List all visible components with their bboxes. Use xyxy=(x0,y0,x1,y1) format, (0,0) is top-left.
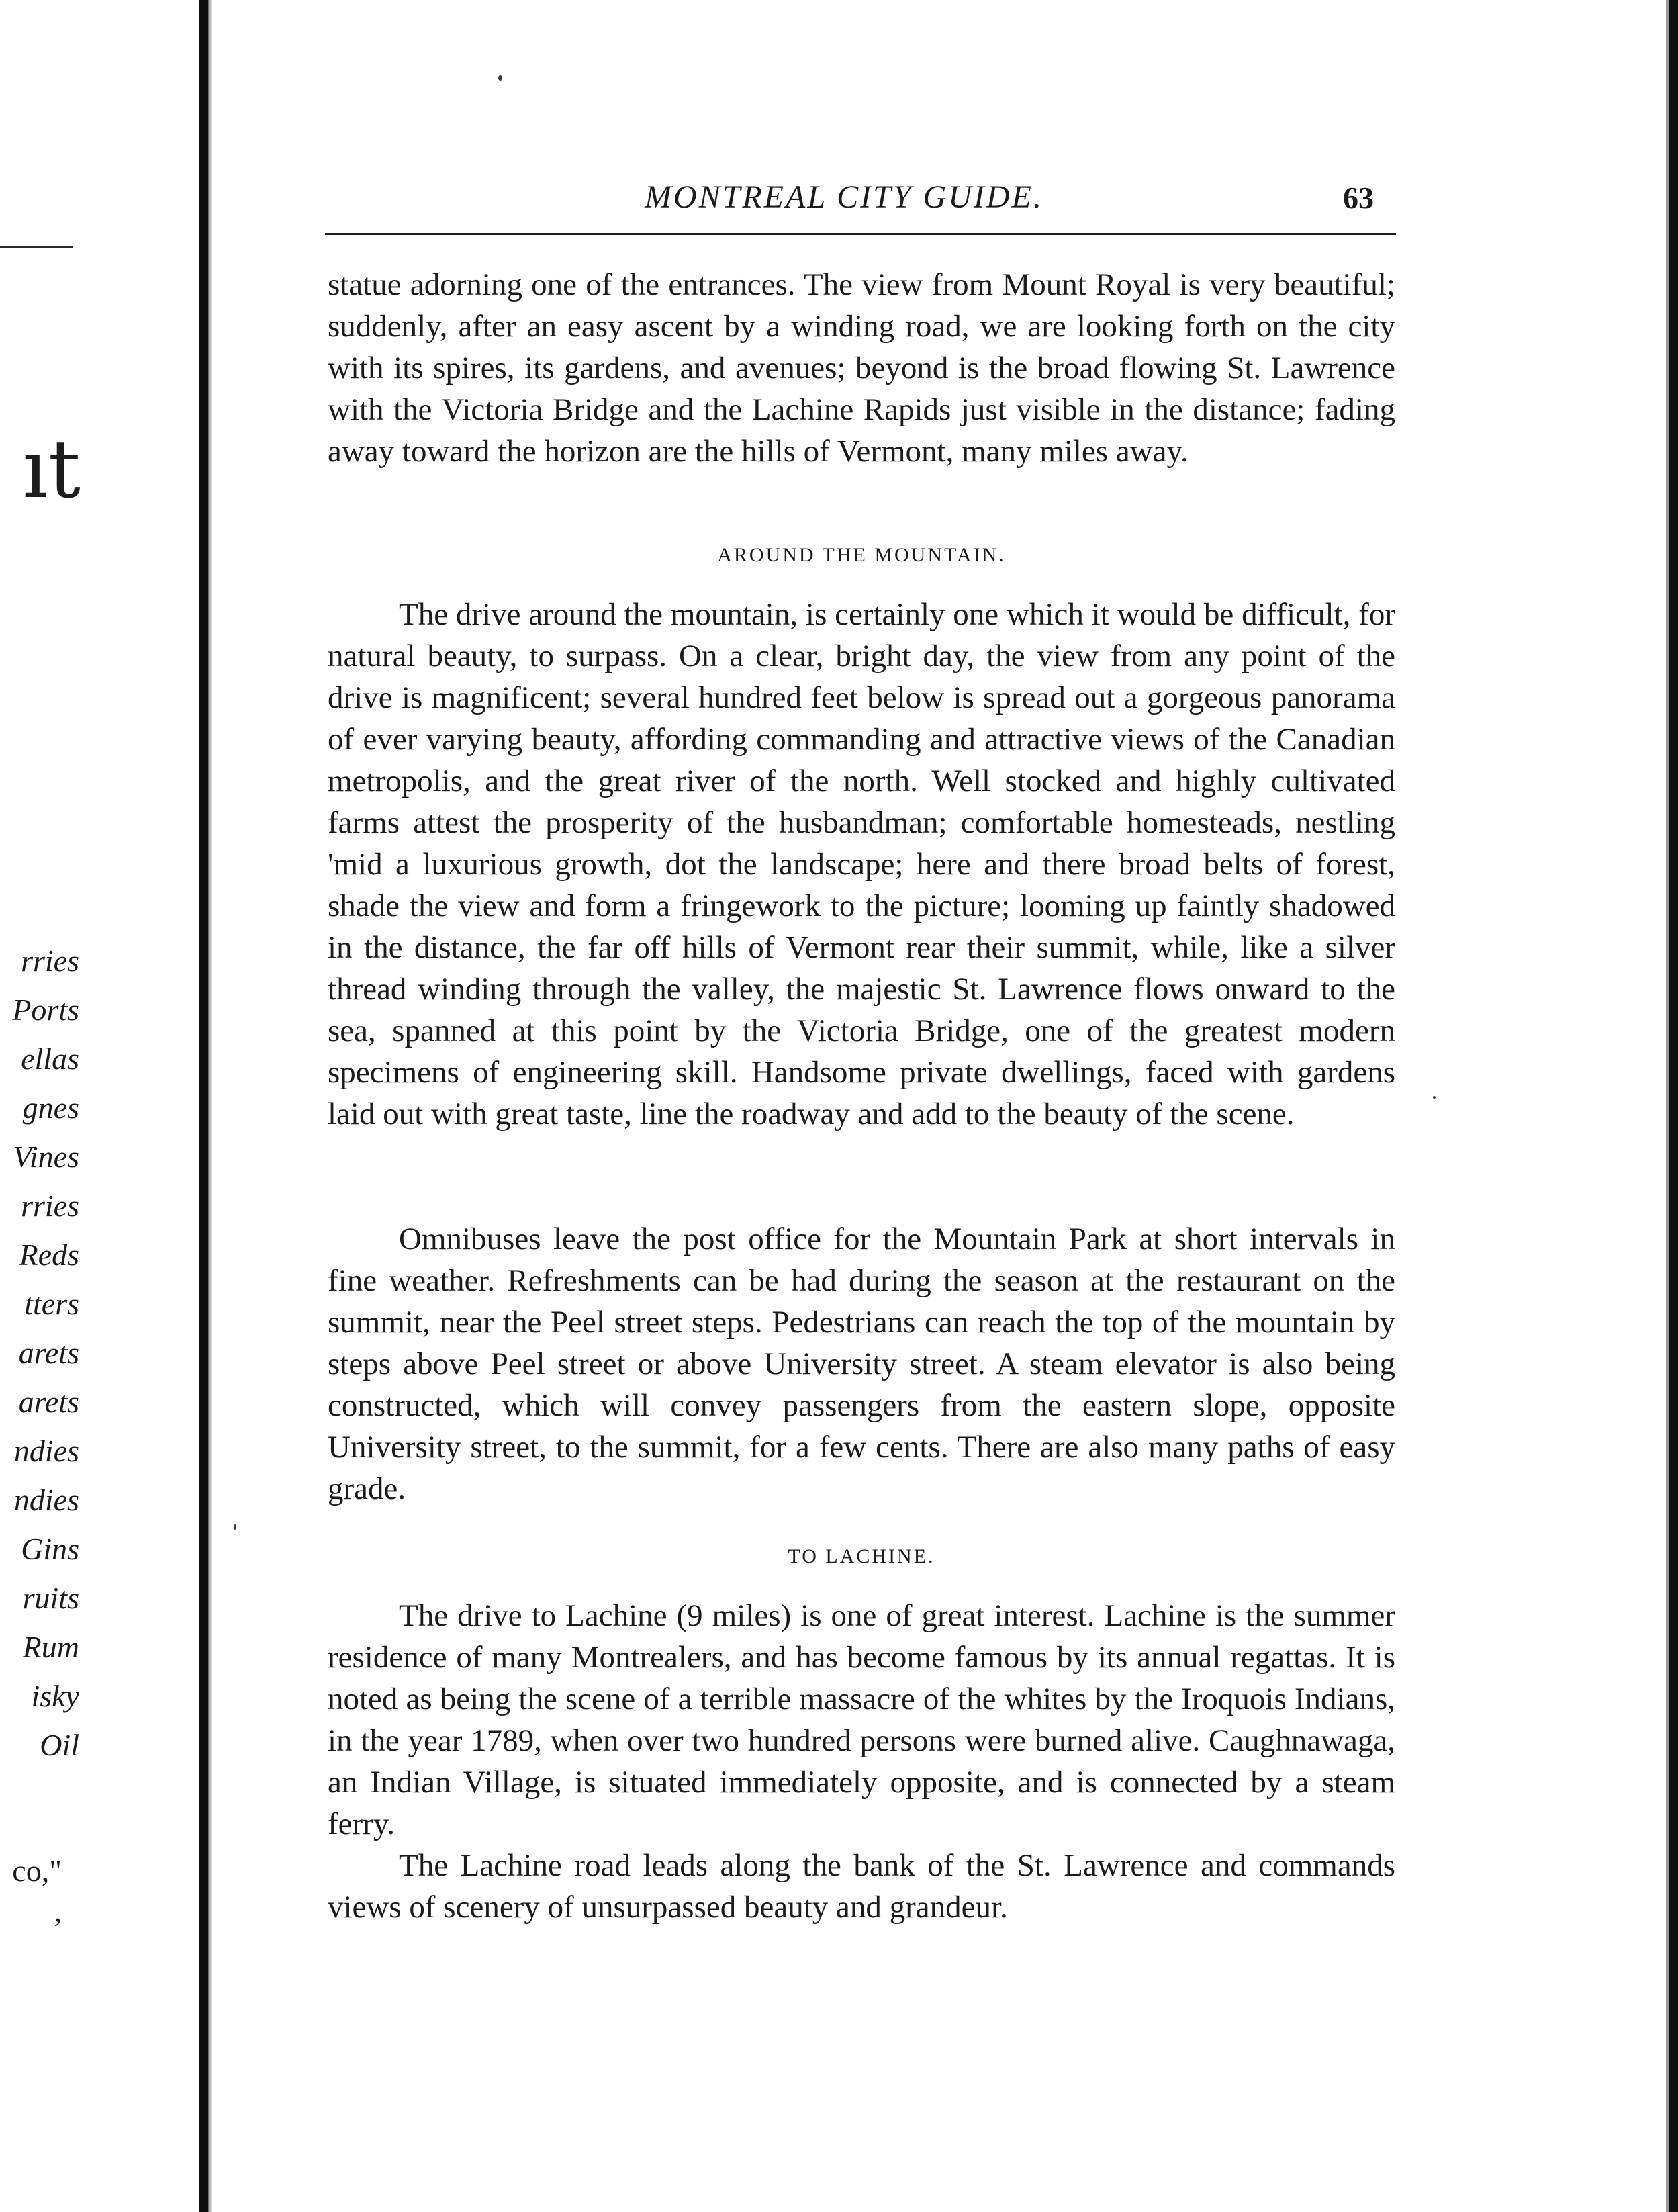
intro-paragraph: statue adorning one of the entrances. The view from Mount Royal is very beautiful; suddenly, after an easy ascent by a winding road, we are looking forth on the city with its spires, its gardens, and avenues; beyond is the broad flowing St. Lawrence with the Victoria Bridge and the Lachine Rapids just visible in the distance; fading away toward the horizon are the hills of Vermont, many miles away. xyxy=(328,267,1395,469)
spine-shadow xyxy=(208,0,212,2212)
list-item: Gins xyxy=(21,1532,79,1566)
list-item: tters xyxy=(24,1287,79,1321)
lachine-paragraph-2: The Lachine road leads along the bank of the St. Lawrence and commands views of scenery of unsurpassed beauty and grandeur. xyxy=(328,1848,1395,1925)
list-item: ellas xyxy=(21,1042,79,1076)
list-item: Ports xyxy=(12,993,79,1027)
scan-speck xyxy=(234,1524,236,1530)
right-page-edge xyxy=(1669,0,1678,2212)
scan-speck xyxy=(498,75,502,81)
list-item: ndies xyxy=(13,1434,79,1468)
around-mountain-paragraph-2: Omnibuses leave the post office for the Mountain Park at short intervals in fine weather. Refreshments can be had during the season at the restaurant on the summit, near the Peel street steps. Pedestrians can reach the top of the mountain by steps above Peel street or above University street. A steam elevator is also being constructed, which will convey passengers from the eastern slope, opposite University street, to the summit, for a few cents. There are also many paths of easy grade. xyxy=(328,1222,1395,1506)
running-title: MONTREAL CITY GUIDE. xyxy=(645,179,1043,215)
list-item: isky xyxy=(31,1679,79,1713)
list-item: arets xyxy=(18,1336,79,1370)
left-page-title-fragment: ıt xyxy=(22,430,81,510)
list-item: Reds xyxy=(19,1238,79,1272)
left-page-rule xyxy=(0,246,73,248)
quote-line: , xyxy=(54,1894,62,1928)
list-item: Vines xyxy=(13,1140,79,1174)
section-heading-to-lachine: TO LACHINE. xyxy=(788,1545,935,1567)
header-rule xyxy=(325,233,1396,235)
book-spine xyxy=(199,0,208,2212)
lachine-paragraph-1: The drive to Lachine (9 miles) is one of great interest. Lachine is the summer residence of many Montrealers, and has become famous by its annual regattas. It is noted as being the scene of a terrible massacre of the whites by the Iroquois Indians, in the year 1789, when over two hundred persons were burned alive. Caughnawaga, an Indian Village, is situated immediately opposite, and is connected by a steam ferry. xyxy=(328,1598,1395,1841)
page-number: 63 xyxy=(1343,181,1374,215)
section-heading-around-the-mountain: AROUND THE MOUNTAIN. xyxy=(717,544,1006,566)
left-page-quote-fragment xyxy=(0,1851,62,1931)
list-item: rries xyxy=(21,943,79,978)
list-item: gnes xyxy=(22,1091,79,1125)
list-item: rries xyxy=(21,1189,79,1223)
list-item: Oil xyxy=(40,1728,79,1762)
list-item: ruits xyxy=(22,1581,79,1615)
left-page-list xyxy=(0,936,79,1769)
list-item: Rum xyxy=(22,1630,79,1664)
quote-line: co," xyxy=(12,1853,62,1888)
list-item: ndies xyxy=(13,1483,79,1517)
list-item: arets xyxy=(18,1385,79,1419)
around-mountain-paragraph-1: The drive around the mountain, is certainly one which it would be difficult, for natural beauty, to surpass. On a clear, bright day, the view from any point of the drive is magnificent; several hundred feet below is spread out a gorgeous panorama of ever varying beauty, affording commanding and attractive views of the Canadian metropolis, and the great river of the north. Well stocked and highly cultivated farms attest the prosperity of the husbandman; comfortable homesteads, nestling 'mid a luxurious growth, dot the landscape; here and there broad belts of forest, shade the view and form a fringework to the picture; looming up faintly shadowed in the distance, the far off hills of Vermont rear their summit, while, like a silver thread winding through the valley, the majestic St. Lawrence flows onward to the sea, spanned at this point by the Victoria Bridge, one of the greatest modern specimens of engineering skill. Handsome private dwellings, faced with gardens laid out with great taste, line the roadway and add to the beauty of the scene. xyxy=(328,597,1395,1132)
scan-speck xyxy=(1433,1096,1436,1099)
